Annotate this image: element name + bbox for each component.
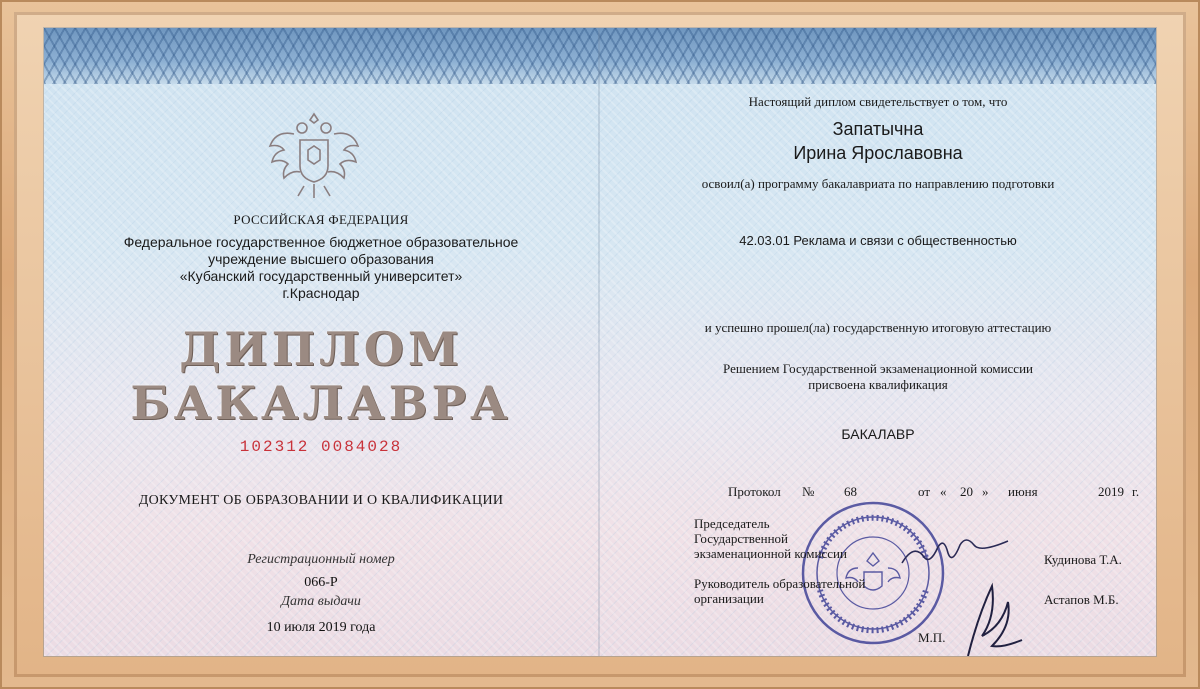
head-title-line: организации	[694, 591, 764, 606]
protocol-year: 2019	[1098, 484, 1124, 499]
protocol-day: 20	[960, 484, 973, 499]
chair-title-line: Государственной	[694, 531, 789, 546]
graduate-given-names: Ирина Ярославовна	[793, 143, 963, 163]
protocol-quote-close: »	[982, 484, 989, 499]
protocol-from: от	[918, 484, 931, 499]
graduate-surname: Запатычна	[832, 119, 924, 139]
head-signature-icon	[958, 576, 1028, 656]
chair-title	[694, 516, 847, 561]
country-name: РОССИЙСКАЯ ФЕДЕРАЦИЯ	[233, 212, 409, 227]
specialty: 42.03.01 Реклама и связи с общественностью	[739, 233, 1017, 248]
institution-line: учреждение высшего образования	[208, 251, 434, 267]
diploma-subtitle: БАКАЛАВРА	[130, 376, 512, 430]
institution-city: г.Краснодар	[282, 285, 360, 301]
registration-label: Регистрационный номер	[247, 552, 395, 567]
program-text: освоил(а) программу бакалавриата по направлению подготовки	[701, 176, 1055, 191]
protocol-year-suffix: г.	[1132, 484, 1140, 499]
qualification: БАКАЛАВР	[841, 426, 915, 442]
diploma-title: ДИПЛОМ	[179, 322, 463, 376]
diploma-sheet	[44, 28, 1156, 656]
protocol-quote-open: «	[940, 484, 947, 499]
protocol-number: 68	[844, 484, 857, 499]
protocol-month: июня	[1008, 484, 1038, 499]
issue-date-label: Дата выдачи	[281, 594, 361, 609]
institution-line: «Кубанский государственный университет»	[179, 268, 463, 284]
chair-title-line: Председатель	[694, 516, 770, 531]
head-title	[694, 576, 865, 606]
chair-title-line: экзаменационной комиссии	[694, 546, 847, 561]
serial-number: 102312 0084028	[239, 438, 403, 456]
attestation-text: и успешно прошел(ла) государственную итоговую аттестацию	[704, 320, 1052, 335]
institution-name	[44, 234, 598, 302]
document-type: ДОКУМЕНТ ОБ ОБРАЗОВАНИИ И О КВАЛИФИКАЦИИ	[138, 493, 504, 508]
decision-text: Решением Государственной экзаменационной комиссии	[723, 361, 1033, 376]
decision-text-2: присвоена квалификация	[808, 377, 948, 392]
left-page	[44, 28, 598, 656]
stamp-place-label: М.П.	[918, 630, 946, 645]
protocol-no-sign: №	[802, 484, 815, 499]
issue-date: 10 июля 2019 года	[266, 620, 376, 635]
chair-name: Кудинова Т.А.	[1044, 552, 1122, 567]
registration-number: 066-Р	[304, 575, 338, 590]
chair-signature-icon	[900, 533, 1010, 573]
coat-of-arms-icon	[264, 106, 364, 206]
right-page	[600, 28, 1156, 656]
protocol-label: Протокол	[728, 484, 781, 499]
head-title-line: Руководитель образовательной	[694, 576, 866, 591]
institution-line: Федеральное государственное бюджетное образовательное	[123, 234, 519, 250]
intro-text: Настоящий диплом свидетельствует о том, что	[748, 94, 1008, 109]
head-name: Астапов М.Б.	[1044, 592, 1119, 607]
